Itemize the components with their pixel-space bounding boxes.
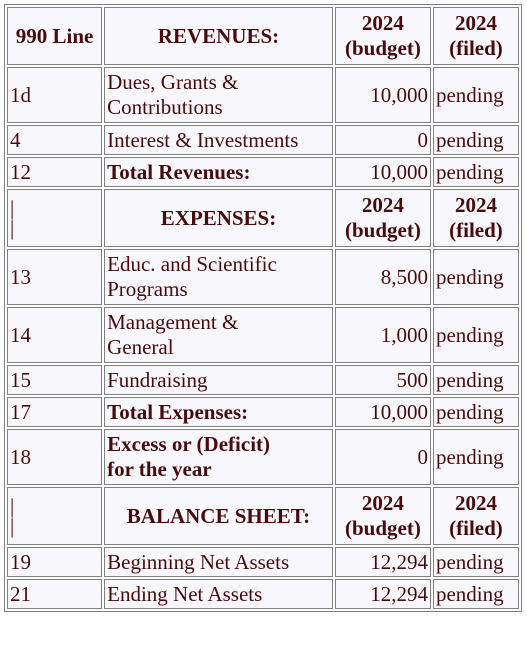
filed-status: pending <box>433 67 519 123</box>
section-marker <box>7 189 102 247</box>
divider-mark: | <box>10 494 15 518</box>
line-number: 14 <box>7 307 102 363</box>
budget-value: 10,000 <box>335 397 431 427</box>
total-row <box>7 397 519 427</box>
line-number: 19 <box>7 547 102 577</box>
divider-mark: | <box>10 514 15 538</box>
budget-column-header <box>335 189 431 247</box>
description-part: for the year <box>107 457 212 481</box>
line-number: 21 <box>7 579 102 609</box>
budget-value: 8,500 <box>335 249 431 305</box>
description-part: Contributions <box>107 95 223 119</box>
section-marker <box>7 487 102 545</box>
filed-year: 2024 <box>454 491 497 515</box>
line-description: Interest & Investments <box>104 125 333 155</box>
filed-status: pending <box>433 397 519 427</box>
table-row <box>7 125 519 155</box>
filed-status: pending <box>433 547 519 577</box>
balance-sheet-section-title: BALANCE SHEET: <box>104 487 333 545</box>
excess-deficit-label <box>104 429 333 485</box>
filed-status: pending <box>433 307 519 363</box>
divider-mark: | <box>10 216 15 240</box>
expenses-header-row <box>7 189 519 247</box>
line-number: 12 <box>7 157 102 187</box>
budget-value: 12,294 <box>335 547 431 577</box>
filed-status: pending <box>433 125 519 155</box>
filed-status: pending <box>433 249 519 305</box>
table-row <box>7 365 519 395</box>
line-column-header: 990 Line <box>7 7 102 65</box>
budget-label: (budget) <box>344 218 421 242</box>
line-number: 15 <box>7 365 102 395</box>
revenues-header-row <box>7 7 519 65</box>
table-row <box>7 249 519 305</box>
budget-table <box>4 4 522 612</box>
line-description <box>104 307 333 363</box>
total-row <box>7 157 519 187</box>
filed-label: (filed) <box>449 516 503 540</box>
filed-status: pending <box>433 429 519 485</box>
divider-mark: | <box>10 196 15 220</box>
filed-year: 2024 <box>454 11 497 35</box>
budget-value: 10,000 <box>335 157 431 187</box>
budget-value: 1,000 <box>335 307 431 363</box>
budget-value: 0 <box>335 429 431 485</box>
filed-year: 2024 <box>454 193 497 217</box>
line-number: 18 <box>7 429 102 485</box>
total-revenues-label: Total Revenues: <box>104 157 333 187</box>
budget-column-header <box>335 487 431 545</box>
filed-status: pending <box>433 579 519 609</box>
description-part: Programs <box>107 277 188 301</box>
filed-column-header <box>433 487 519 545</box>
filed-label: (filed) <box>449 36 503 60</box>
expenses-section-title: EXPENSES: <box>104 189 333 247</box>
revenues-section-title: REVENUES: <box>104 7 333 65</box>
total-row <box>7 429 519 485</box>
line-description: Beginning Net Assets <box>104 547 333 577</box>
total-expenses-label: Total Expenses: <box>104 397 333 427</box>
budget-label: (budget) <box>344 36 421 60</box>
filed-label: (filed) <box>449 218 503 242</box>
budget-label: (budget) <box>344 516 421 540</box>
line-number: 1d <box>7 67 102 123</box>
description-part: Educ. and Scientific <box>107 252 277 276</box>
line-description: Fundraising <box>104 365 333 395</box>
budget-value: 10,000 <box>335 67 431 123</box>
budget-value: 500 <box>335 365 431 395</box>
table-row <box>7 307 519 363</box>
filed-status: pending <box>433 365 519 395</box>
budget-year: 2024 <box>361 491 404 515</box>
line-description <box>104 67 333 123</box>
line-number: 13 <box>7 249 102 305</box>
filed-status: pending <box>433 157 519 187</box>
budget-year: 2024 <box>361 193 404 217</box>
description-part: Management & <box>107 310 239 334</box>
table-row <box>7 579 519 609</box>
filed-column-header <box>433 7 519 65</box>
table-row <box>7 547 519 577</box>
budget-year: 2024 <box>361 11 404 35</box>
description-part: Dues, Grants & <box>107 70 239 94</box>
description-part: Excess or (Deficit) <box>107 432 271 456</box>
balance-sheet-header-row <box>7 487 519 545</box>
line-number: 4 <box>7 125 102 155</box>
filed-column-header <box>433 189 519 247</box>
line-description: Ending Net Assets <box>104 579 333 609</box>
line-number: 17 <box>7 397 102 427</box>
line-description <box>104 249 333 305</box>
budget-value: 0 <box>335 125 431 155</box>
table-row <box>7 67 519 123</box>
budget-value: 12,294 <box>335 579 431 609</box>
budget-column-header <box>335 7 431 65</box>
description-part: General <box>107 335 174 359</box>
